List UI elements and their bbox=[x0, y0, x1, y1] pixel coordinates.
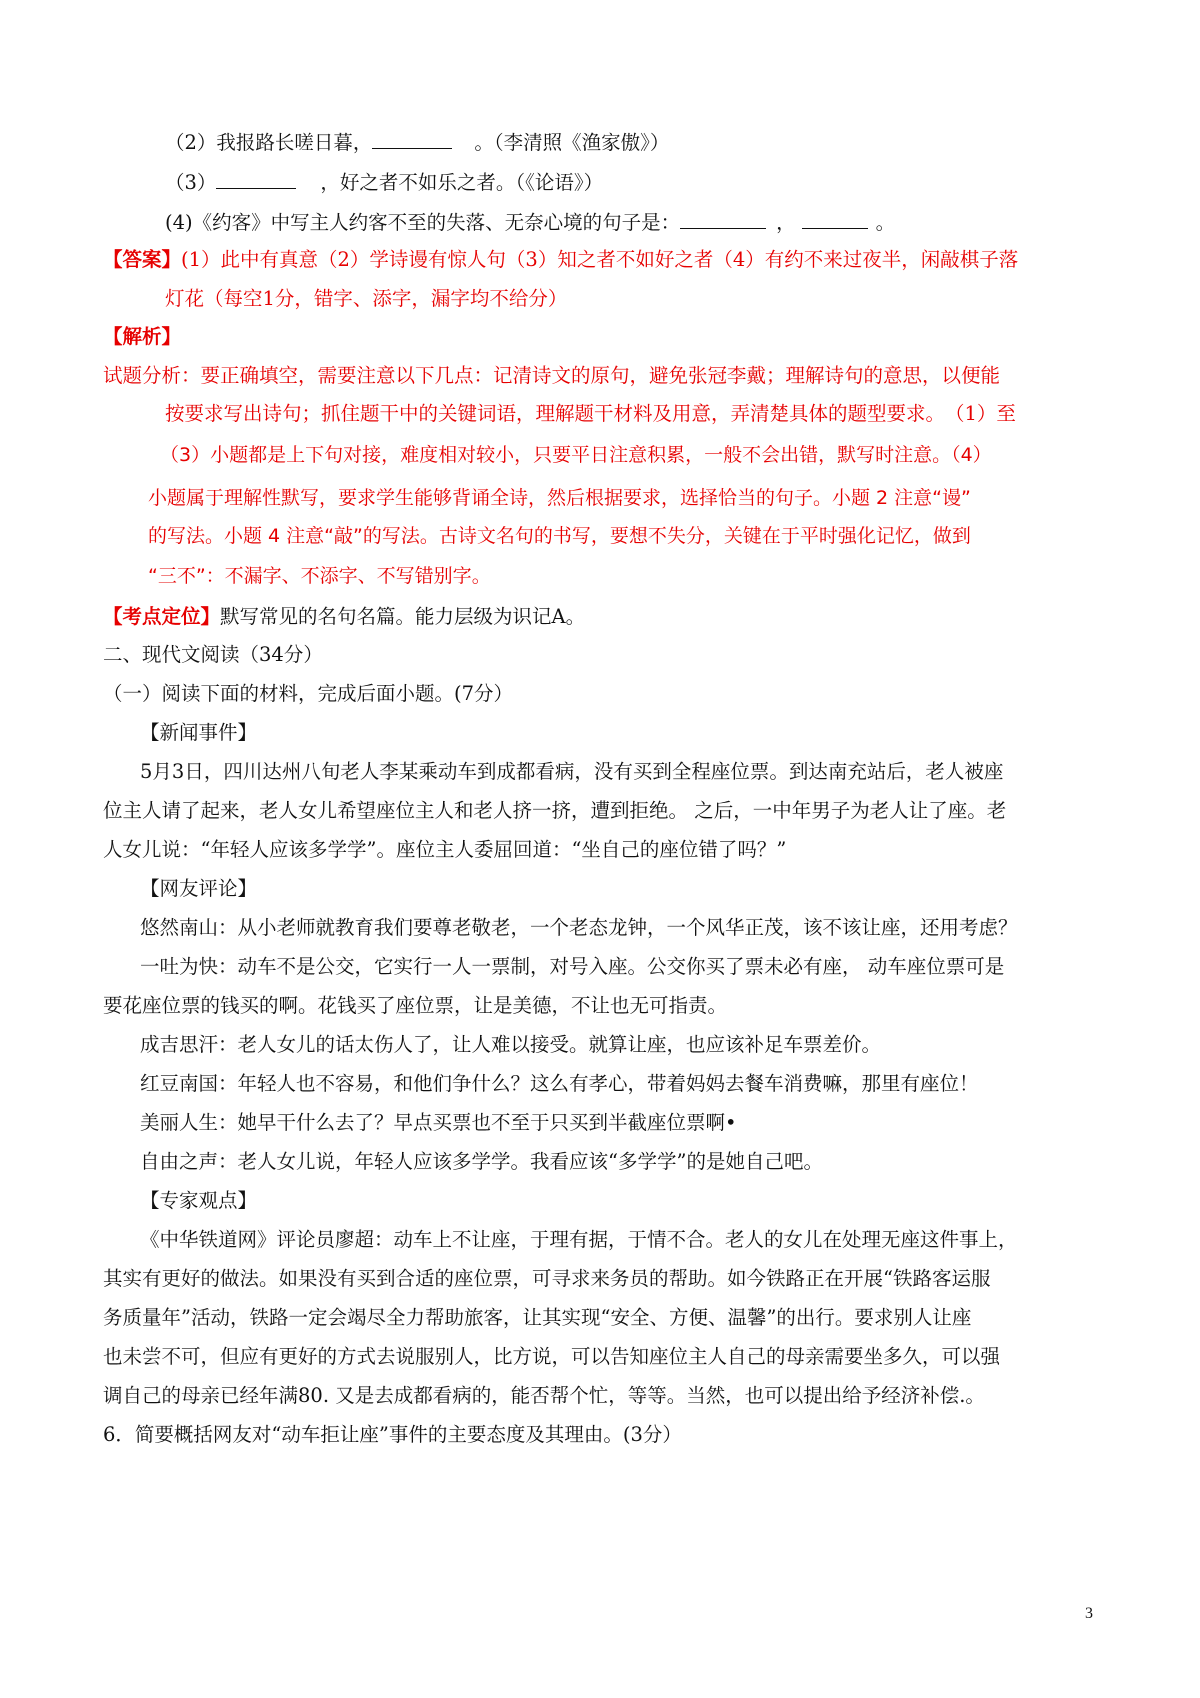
answer-text-2: 灯花（每空1分，错字、添字，漏字均不给分） bbox=[165, 287, 568, 310]
section-subtitle: （一）阅读下面的材料，完成后面小题。(7分） bbox=[103, 682, 514, 705]
analysis-line-6: “三不”：不漏字、不添字、不写错别字。 bbox=[148, 565, 491, 587]
comment-4: 红豆南国：年轻人也不容易，和他们争什么？这么有孝心，带着妈妈去餐车消费嘛，那里有座位！ bbox=[140, 1072, 979, 1095]
question-3-text: ，好之者不如乐之者。（《论语》） bbox=[320, 171, 604, 194]
question-3-label: （3） bbox=[165, 171, 217, 194]
question-4-separator: ， bbox=[776, 211, 796, 234]
analysis-line-4: 小题属于理解性默写，要求学生能够背诵全诗，然后根据要求，选择恰当的句子。小题 2 注意“谩” bbox=[148, 487, 971, 509]
expert-line-3: 务质量年”活动，铁路一定会竭尽全力帮助旅客，让其实现“安全、方便、温馨”的出行。要求别人让座 bbox=[103, 1306, 972, 1329]
question-2-text: （2）我报路长嗟日暮， bbox=[165, 131, 373, 154]
analysis-line-1: 试题分析：要正确填空，需要注意以下几点：记清诗文的原句，避免张冠李戴；理解诗句的意思，以便能 bbox=[103, 364, 1001, 387]
question-6: 6．简要概括网友对“动车拒让座”事件的主要态度及其理由。(3分） bbox=[103, 1423, 682, 1446]
answer-blank bbox=[680, 210, 766, 229]
answer-blank bbox=[372, 130, 452, 149]
answer-tag: 【答案】 bbox=[103, 248, 182, 271]
comments-tag: 【网友评论】 bbox=[140, 877, 258, 900]
news-line-2: 位主人请了起来，老人女儿希望座位主人和老人挤一挤，遭到拒绝。 之后，一中年男子为老人让了座。老 bbox=[103, 799, 1007, 822]
kaodian-text: 默写常见的名句名篇。能力层级为识记A。 bbox=[220, 605, 586, 628]
news-tag: 【新闻事件】 bbox=[140, 721, 258, 744]
expert-line-5: 调自己的母亲已经年满80. 又是去成都看病的，能否帮个忙，等等。当然，也可以提出给予经济补偿.。 bbox=[103, 1384, 985, 1407]
analysis-line-3: （3）小题都是上下句对接，难度相对较小，只要平日注意积累，一般不会出错，默写时注意。（4） bbox=[160, 444, 992, 466]
answer-line-2 bbox=[165, 285, 567, 313]
expert-line-2: 其实有更好的做法。如果没有买到合适的座位票，可寻求来务员的帮助。如今铁路正在开展“铁路客运服 bbox=[103, 1267, 991, 1290]
expert-tag: 【专家观点】 bbox=[140, 1189, 258, 1212]
comment-1: 悠然南山：从小老师就教育我们要尊老敬老，一个老态龙钟，一个风华正茂，该不该让座，还用考虑？ bbox=[140, 916, 1018, 939]
question-4-text: (4)《约客》中写主人约客不至的失落、无奈心境的句子是： bbox=[165, 211, 681, 234]
kaodian-tag: 【考点定位】 bbox=[103, 605, 221, 628]
analysis-tag: 【解析】 bbox=[103, 325, 182, 348]
answer-line-1 bbox=[103, 246, 1018, 274]
question-2-source: 。（李清照《渔家傲》） bbox=[474, 131, 670, 154]
question-4-line bbox=[165, 209, 895, 237]
comment-2-line-1: 一吐为快：动车不是公交，它实行一人一票制，对号入座。公交你买了票未必有座， 动车座位票可是 bbox=[140, 955, 1005, 978]
answer-text-1: (1）此中有真意（2）学诗谩有惊人句（3）知之者不如好之者（4）有约不来过夜半，闲敲棋子落 bbox=[181, 248, 1019, 271]
section-title: 二、现代文阅读（34分） bbox=[103, 643, 323, 666]
answer-blank bbox=[802, 210, 868, 229]
expert-line-4: 也未尝不可，但应有更好的方式去说服别人，比方说，可以告知座位主人自己的母亲需要坐多久，可以强 bbox=[103, 1345, 1001, 1368]
answer-blank bbox=[216, 170, 296, 189]
news-line-3: 人女儿说：“年轻人应该多学学”。座位主人委屈回道：“坐自己的座位错了吗？” bbox=[103, 838, 787, 861]
question-4-end: 。 bbox=[875, 211, 896, 234]
analysis-line-2: 按要求写出诗句；抓住题干中的关键词语，理解题干材料及用意，弄清楚具体的题型要求。 （1）至 bbox=[165, 402, 1016, 425]
question-2-line bbox=[165, 129, 669, 157]
page-number: 3 bbox=[1085, 1605, 1093, 1622]
comment-3: 成吉思汗：老人女儿的话太伤人了，让人难以接受。就算让座，也应该补足车票差价。 bbox=[140, 1033, 882, 1056]
analysis-line-5: 的写法。小题 4 注意“敲”的写法。古诗文名句的书写，要想不失分，关键在于平时强化记忆，做到 bbox=[148, 525, 971, 547]
kaodian-line bbox=[103, 603, 585, 631]
question-3-line bbox=[165, 169, 603, 197]
news-line-1: 5月3日，四川达州八旬老人李某乘动车到成都看病，没有买到全程座位票。到达南充站后，老人被座 bbox=[140, 760, 1004, 783]
comment-2-line-2: 要花座位票的钱买的啊。花钱买了座位票，让是美德，不让也无可指责。 bbox=[103, 994, 728, 1017]
comment-6: 自由之声：老人女儿说，年轻人应该多学学。我看应该“多学学”的是她自己吧。 bbox=[140, 1150, 823, 1173]
expert-line-1: 《中华铁道网》评论员廖超：动车上不让座，于理有据，于情不合。老人的女儿在处理无座这件事上， bbox=[140, 1228, 1018, 1251]
comment-5: 美丽人生：她早干什么去了？早点买票也不至于只买到半截座位票啊• bbox=[140, 1111, 737, 1134]
